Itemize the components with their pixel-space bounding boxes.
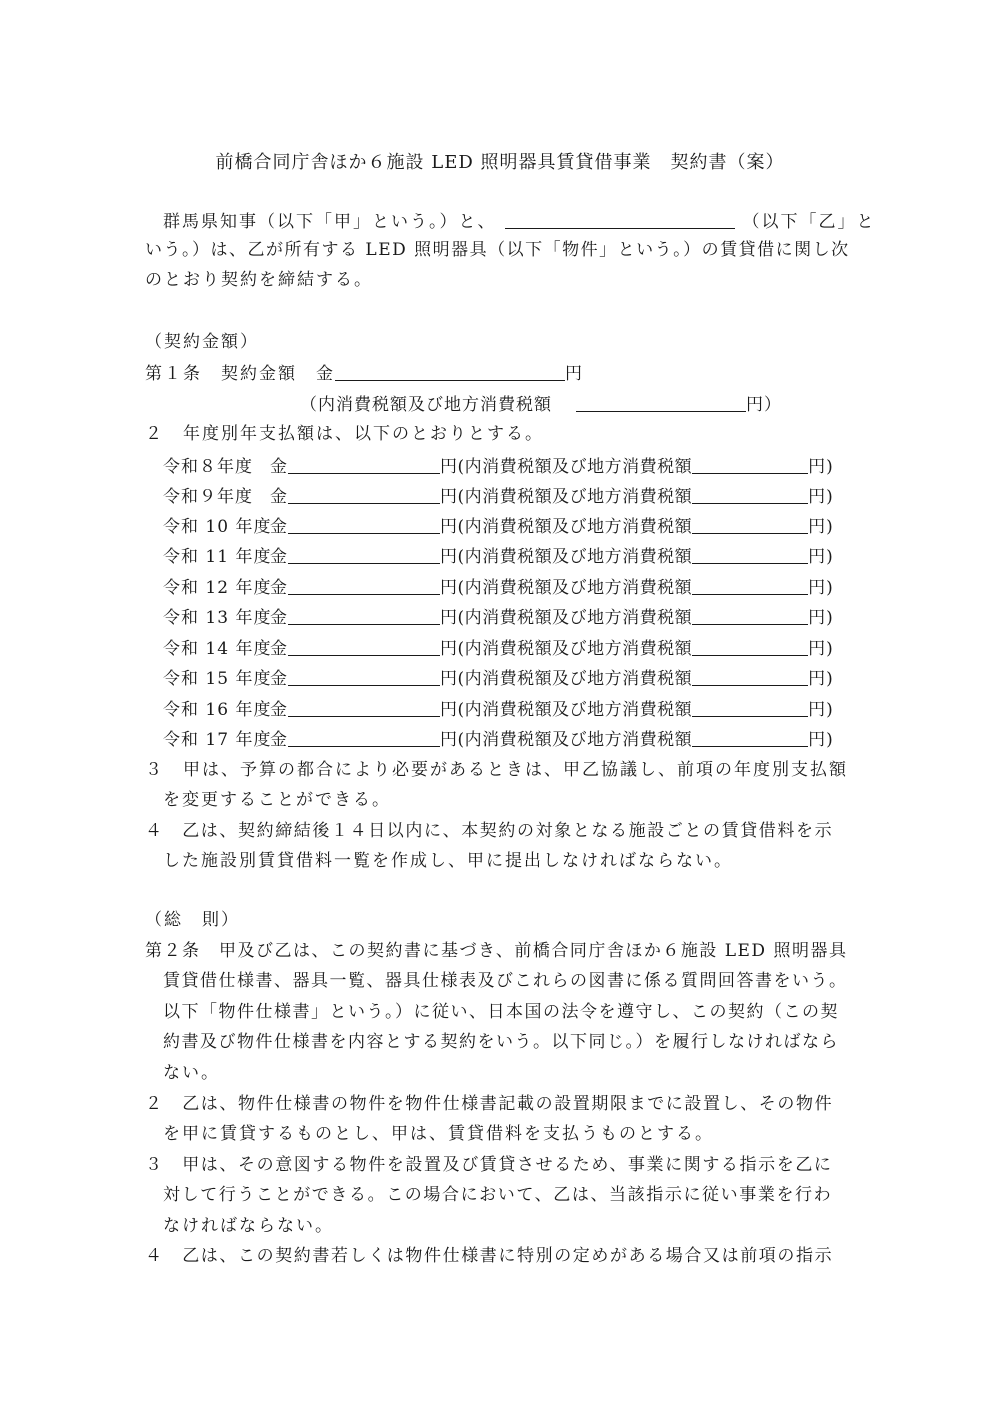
article-2-heading: （総 則）	[145, 910, 240, 930]
article-2-para-3-line-2: 対して行うことができる。この場合において、乙は、当該指示に従い事業を行わ	[163, 1185, 833, 1205]
annual-amount-blank	[288, 485, 440, 504]
article-2-line-3: 以下「物件仕様書」という。）に従い、日本国の法令を遵守し、この契約（この契	[163, 1002, 839, 1022]
annual-tax-blank	[692, 667, 808, 686]
tax-label: 円(内消費税額及び地方消費税額	[440, 730, 693, 750]
fiscal-year-label: 令和 13 年度	[163, 608, 272, 628]
tax-label: 円(内消費税額及び地方消費税額	[440, 669, 693, 689]
preamble-line-1	[163, 210, 876, 232]
article-2-para-3-line-1: ３ 甲は、その意図する物件を設置及び賃貸させるため、事業に関する指示を乙に	[145, 1155, 833, 1175]
yen-close-label: 円)	[808, 669, 834, 689]
kin-label: 金	[270, 487, 288, 507]
tax-label: 円(内消費税額及び地方消費税額	[440, 487, 693, 507]
annual-tax-blank	[692, 637, 808, 656]
fiscal-year-row	[163, 698, 834, 720]
kin-label: 金	[270, 639, 288, 659]
contractor-name-blank	[505, 210, 735, 229]
article-1-para-2: ２ 年度別年支払額は、以下のとおりとする。	[145, 424, 544, 444]
document-title: 前橋合同庁舎ほか６施設 LED 照明器具賃貸借事業 契約書（案）	[215, 152, 785, 173]
yen-close-label: 円)	[808, 730, 834, 750]
article-1-para-3-line-1: ３ 甲は、予算の都合により必要があるときは、甲乙協議し、前項の年度別支払額	[145, 760, 848, 780]
fiscal-year-label: 令和８年度	[163, 457, 253, 477]
fiscal-year-label: 令和 16 年度	[163, 700, 272, 720]
fiscal-year-row	[163, 667, 834, 689]
annual-amount-blank	[288, 698, 440, 717]
annual-amount-blank	[288, 728, 440, 747]
article-1-para-4-line-2: した施設別賃貸借料一覧を作成し、甲に提出しなければならない。	[163, 851, 733, 871]
tax-label: （内消費税額及び地方消費税額	[300, 395, 552, 415]
annual-amount-blank	[288, 545, 440, 564]
preamble-line-2: いう。）は、乙が所有する LED 照明器具（以下「物件」という。）の賃貸借に関し次	[145, 240, 850, 260]
fiscal-year-row	[163, 455, 834, 477]
kin-label: 金	[270, 700, 288, 720]
kin-label: 金	[270, 547, 288, 567]
fiscal-year-label: 令和 12 年度	[163, 578, 272, 598]
fiscal-year-label: 令和 15 年度	[163, 669, 272, 689]
annual-tax-blank	[692, 455, 808, 474]
yen-close-label: 円)	[808, 639, 834, 659]
annual-tax-blank	[692, 576, 808, 595]
kin-label: 金	[270, 578, 288, 598]
annual-tax-blank	[692, 698, 808, 717]
fiscal-year-row	[163, 515, 834, 537]
annual-amount-blank	[288, 606, 440, 625]
annual-amount-blank	[288, 637, 440, 656]
article-1-line-1	[145, 362, 584, 384]
article-2-para-2-line-1: ２ 乙は、物件仕様書の物件を物件仕様書記載の設置期限までに設置し、その物件	[145, 1094, 834, 1114]
article-1-para-4-line-1: ４ 乙は、契約締結後１４日以内に、本契約の対象となる施設ごとの賃貸借料を示	[145, 821, 834, 841]
kin-label: 金	[270, 608, 288, 628]
fiscal-year-label: 令和９年度	[163, 487, 253, 507]
annual-amount-blank	[288, 455, 440, 474]
article-2-line-1: 第２条 甲及び乙は、この契約書に基づき、前橋合同庁舎ほか６施設 LED 照明器具	[145, 941, 848, 961]
annual-amount-blank	[288, 515, 440, 534]
kin-label: 金	[270, 669, 288, 689]
kin-label: 金	[270, 517, 288, 537]
contract-amount-blank	[335, 362, 565, 381]
tax-label: 円(内消費税額及び地方消費税額	[440, 608, 693, 628]
article-2-para-4-line-1: ４ 乙は、この契約書若しくは物件仕様書に特別の定めがある場合又は前項の指示	[145, 1246, 834, 1266]
tax-label: 円(内消費税額及び地方消費税額	[440, 578, 693, 598]
kin-label: 金	[270, 457, 288, 477]
yen-close-label: 円)	[808, 457, 834, 477]
article-1-para-3-line-2: を変更することができる。	[163, 790, 391, 810]
tax-amount-blank	[576, 393, 746, 412]
tax-yen-label: 円）	[746, 395, 782, 415]
yen-close-label: 円)	[808, 487, 834, 507]
tax-label: 円(内消費税額及び地方消費税額	[440, 639, 693, 659]
tax-label: 円(内消費税額及び地方消費税額	[440, 547, 693, 567]
yen-close-label: 円)	[808, 578, 834, 598]
fiscal-year-label: 令和 17 年度	[163, 730, 272, 750]
preamble-text-b: （以下「乙」と	[742, 212, 876, 232]
annual-amount-blank	[288, 667, 440, 686]
preamble-text-a: 群馬県知事（以下「甲」という。）と、	[163, 212, 497, 232]
article-1-heading: （契約金額）	[145, 332, 259, 352]
preamble-line-3: のとおり契約を締結する。	[145, 270, 373, 290]
fiscal-year-row	[163, 576, 834, 598]
tax-label: 円(内消費税額及び地方消費税額	[440, 457, 693, 477]
tax-label: 円(内消費税額及び地方消費税額	[440, 700, 693, 720]
contract-amount-label: 第１条 契約金額 金	[145, 364, 335, 384]
article-2-line-5: ない。	[163, 1063, 220, 1083]
yen-close-label: 円)	[808, 608, 834, 628]
yen-label: 円	[565, 364, 584, 384]
annual-tax-blank	[692, 485, 808, 504]
annual-amount-blank	[288, 576, 440, 595]
fiscal-year-label: 令和 11 年度	[163, 547, 272, 567]
fiscal-year-label: 令和 14 年度	[163, 639, 272, 659]
article-2-line-4: 約書及び物件仕様書を内容とする契約をいう。以下同じ。）を履行しなければなら	[163, 1032, 839, 1052]
fiscal-year-row	[163, 606, 834, 628]
fiscal-year-label: 令和 10 年度	[163, 517, 272, 537]
fiscal-year-row	[163, 485, 834, 507]
annual-tax-blank	[692, 545, 808, 564]
fiscal-year-row	[163, 637, 834, 659]
article-2-line-2: 賃貸借仕様書、器具一覧、器具仕様表及びこれらの図書に係る質問回答書をいう。	[163, 971, 848, 991]
annual-tax-blank	[692, 515, 808, 534]
yen-close-label: 円)	[808, 547, 834, 567]
fiscal-year-row	[163, 728, 834, 750]
annual-tax-blank	[692, 606, 808, 625]
yen-close-label: 円)	[808, 517, 834, 537]
article-2-para-3-line-3: なければならない。	[163, 1216, 334, 1236]
kin-label: 金	[270, 730, 288, 750]
article-2-para-2-line-2: を甲に賃貸するものとし、甲は、賃貸借料を支払うものとする。	[163, 1124, 714, 1144]
fiscal-year-row	[163, 545, 834, 567]
tax-label: 円(内消費税額及び地方消費税額	[440, 517, 693, 537]
yen-close-label: 円)	[808, 700, 834, 720]
article-1-line-2	[300, 393, 782, 415]
annual-tax-blank	[692, 728, 808, 747]
